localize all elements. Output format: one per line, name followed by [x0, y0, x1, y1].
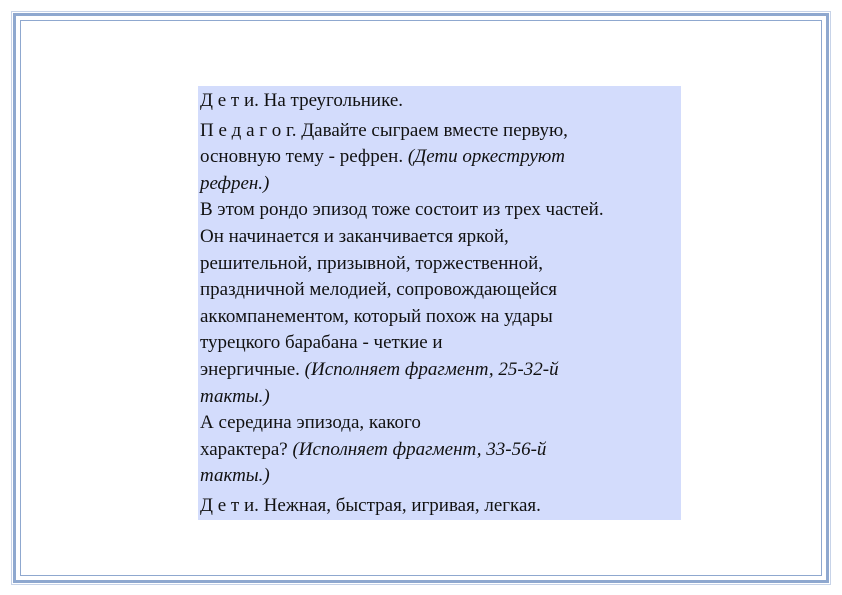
speaker-label: П е д а г о г. [200, 119, 297, 141]
paragraph-line: Он начинается и заканчивается яркой, [200, 225, 509, 247]
text-box [198, 86, 681, 520]
speaker-label: Д е т и. [200, 90, 259, 111]
stage-direction: (Исполняет фрагмент, 25-32-й [304, 358, 559, 380]
paragraph-line: праздничной мелодией, сопровождающейся [200, 279, 558, 301]
paragraph-line: А середина эпизода, какого [200, 412, 421, 434]
stage-direction: рефрен.) [200, 172, 270, 194]
paragraph-children-triangle [200, 88, 681, 115]
stage-direction: такты.) [200, 385, 270, 407]
paragraph-text: энергичные. [200, 358, 305, 380]
paragraph-text: Давайте сыграем вместе первую, [296, 119, 568, 141]
paragraph-line: В этом рондо эпизод тоже состоит из трех частей. [200, 199, 604, 221]
paragraph-text: Нежная, быстрая, игривая, легкая. [258, 494, 541, 516]
paragraph-children-answer [200, 493, 681, 520]
paragraph-text: На треугольнике. [258, 90, 404, 111]
speaker-label: Д е т и. [200, 494, 259, 516]
stage-direction: (Исполняет фрагмент, 33-56-й [292, 438, 547, 460]
stage-direction: такты.) [200, 465, 270, 487]
paragraph-text: основную тему - рефрен. [200, 146, 408, 168]
paragraph-line: аккомпанементом, который похож на удары [200, 305, 553, 327]
paragraph-line: решительной, призывной, торжественной, [200, 252, 543, 274]
paragraph-episode-description [200, 197, 681, 410]
paragraph-teacher-refrain [200, 118, 681, 198]
paragraph-line: турецкого барабана - четкие и [200, 332, 443, 354]
stage-direction: (Дети оркеструют [407, 146, 565, 168]
paragraph-episode-middle [200, 410, 681, 490]
paragraph-text: характера? [200, 438, 293, 460]
